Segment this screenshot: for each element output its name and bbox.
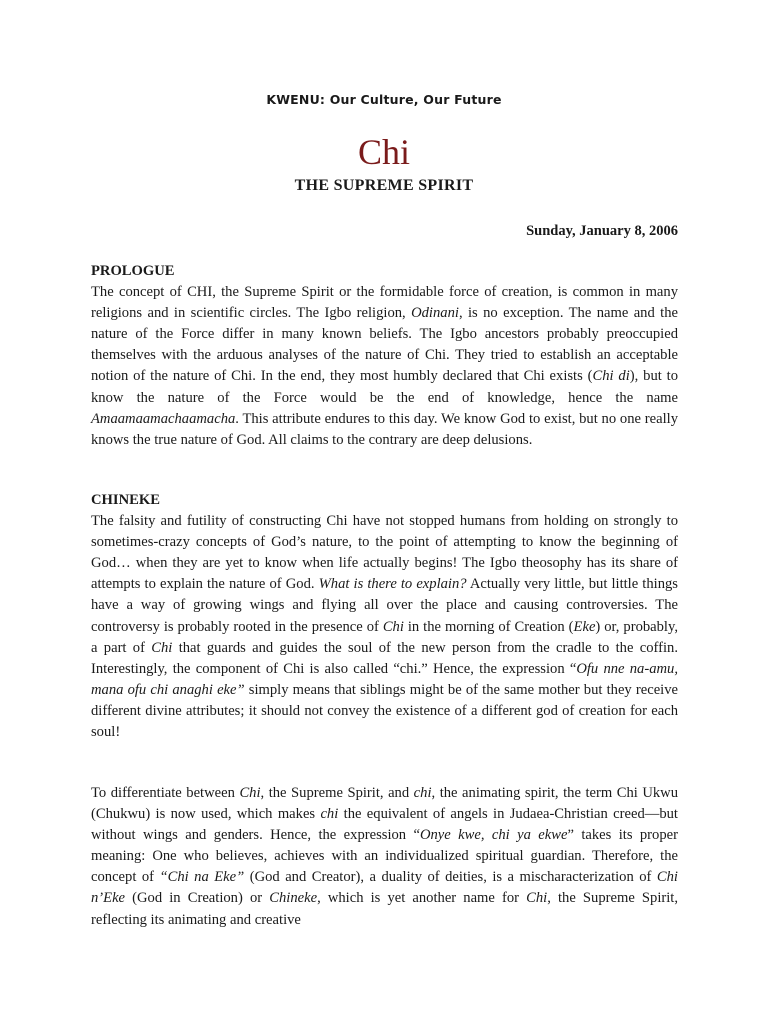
series-header: KWENU: Our Culture, Our Future: [266, 92, 502, 107]
section-heading: CHINEKE: [91, 492, 160, 508]
paragraph: The concept of CHI, the Supreme Spirit or the formidable force of creation, is common in many religions and in scientific circles. The Igbo religion, Odinani, is no exception. The name and the nature of the Force differ in many known beliefs. The Igbo ancestors probably preoccupied themselves with the arduous analyses of the nature of Chi. They tried to establish an acceptable notion of the nature of Chi. In the end, they most humbly declared that Chi exists (Chi di), but to know the nature of the Force would be the end of knowledge, hence the name Amaamaamachaamacha. This attribute endures to this day. We know God to exist, but no one really knows the true nature of God. All claims to the contrary are deep delusions.: [91, 284, 679, 448]
section-prologue: [91, 261, 678, 451]
section-chineke: [91, 490, 678, 743]
paragraph: The falsity and futility of constructing Chi have not stopped humans from holding on strongly to sometimes-crazy concepts of God’s nature, to the point of attempting to know the beginning of God… when they are yet to know when life actually begins! The Igbo theosophy has its share of attempts to explain the nature of God. What is there to explain? Actually very little, but little things have a way of growing wings and flying all over the place and causing controversies. The controversy is probably rooted in the presence of Chi in the morning of Creation (Eke) or, probably, a part of Chi that guards and guides the soul of the new person from the cradle to the coffin. Interestingly, the component of Chi is also called “chi.” Hence, the expression “Ofu nne na-amu, mana ofu chi anaghi eke” simply means that siblings might be of the same mother but they receive different divine attributes; it should not convey the existence of a different god of creation for each soul!: [91, 513, 678, 741]
publication-date: Sunday, January 8, 2006: [526, 223, 678, 239]
page-subtitle: THE SUPREME SPIRIT: [294, 177, 474, 194]
page-title: Chi: [357, 132, 410, 172]
paragraph: To differentiate between Chi, the Supreme Spirit, and chi, the animating spirit, the term Chi Ukwu (Chukwu) is now used, which makes chi the equivalent of angels in Judaea-Christian creed—but without wings and genders. Hence, the expression “Onye kwe, chi ya ekwe” takes its proper meaning: One who believes, achieves with an individualized spiritual guardian. Therefore, the concept of “Chi na Eke” (God and Creator), a duality of deities, is a mischaracterization of Chi n’Eke (God in Creation) or Chineke, which is yet another name for Chi, the Supreme Spirit, reflecting its animating and creative: [91, 785, 679, 928]
section-heading: PROLOGUE: [91, 263, 175, 279]
section-continuation: [91, 783, 678, 931]
